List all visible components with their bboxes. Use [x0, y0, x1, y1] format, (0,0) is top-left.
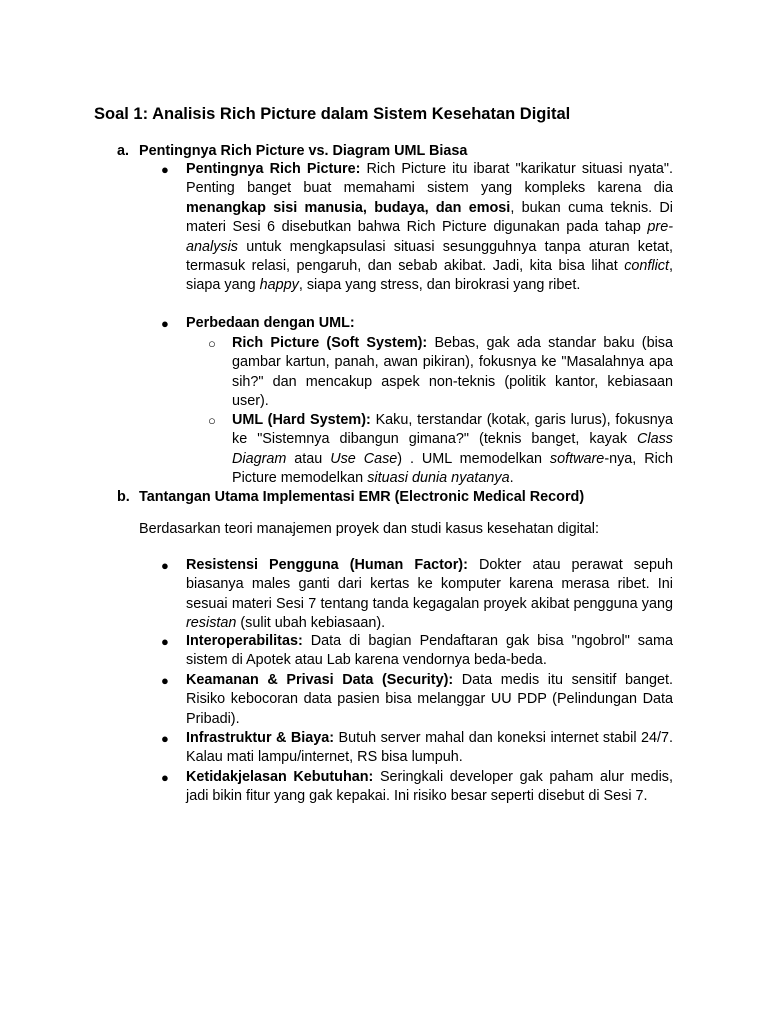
list-item: ● Pentingnya Rich Picture: Rich Picture itu ibarat "karikatur situasi nyata". Penting banget buat memahami sistem yang kompleks karena dia menangkap sisi manusia, budaya, dan emosi, bukan cuma teknis. Di materi Sesi 6 disebutkan bahwa Rich Picture digunakan pada tahap pre-analysis untuk mengkapsulasi situasi sesungguhnya tanpa aturan ketat, termasuk relasi, pengaruh, dan sebab akibat. Jadi, kita bisa lihat conflict, siapa yang happy, siapa yang stress, dan birokrasi yang ribet.: [161, 161, 674, 294]
item-label: Perbedaan dengan UML:: [186, 315, 355, 331]
section-a-letter: a.: [117, 143, 130, 159]
item-label: Infrastruktur & Biaya:: [186, 730, 335, 746]
bullet-icon: ●: [161, 162, 169, 177]
list-item: ● Keamanan & Privasi Data (Security): Data medis itu sensitif banget. Risiko kebocoran data pasien bisa melanggar UU PDP (Pelindungan Data Pribadi).: [161, 672, 673, 727]
section-a-title: Pentingnya Rich Picture vs. Diagram UML Biasa: [139, 143, 468, 159]
section-b-title: Tantangan Utama Implementasi EMR (Electronic Medical Record): [139, 489, 585, 505]
item-label: Pentingnya Rich Picture:: [186, 161, 361, 177]
bullet-icon: ●: [161, 770, 169, 785]
item-label: Resistensi Pengguna (Human Factor):: [186, 557, 468, 573]
page-title: Soal 1: Analisis Rich Picture dalam Sistem Kesehatan Digital: [94, 105, 571, 123]
sub-list-item: ○ UML (Hard System): Kaku, terstandar (kotak, garis lurus), fokusnya ke "Sistemnya dibangun gimana?" (teknis banget, kayak Class Diagram atau Use Case) . UML memodelkan software-nya, Rich Picture memodelkan situasi dunia nyatanya.: [208, 412, 673, 487]
bullet-icon: ●: [161, 673, 169, 688]
section-b-heading: [117, 488, 584, 507]
item-label: Keamanan & Privasi Data (Security):: [186, 672, 454, 688]
sub-item-label: UML (Hard System):: [232, 412, 371, 428]
list-item: [161, 314, 673, 333]
section-b-letter: b.: [117, 489, 130, 505]
list-item: ● Infrastruktur & Biaya: Butuh server mahal dan koneksi internet stabil 24/7. Kalau mati lampu/internet, RS bisa lumpuh.: [161, 730, 673, 766]
circle-bullet-icon: ○: [208, 413, 216, 428]
item-label: Interoperabilitas:: [186, 633, 303, 649]
section-b-intro: Berdasarkan teori manajemen proyek dan studi kasus kesehatan digital:: [139, 521, 599, 537]
bullet-icon: ●: [161, 558, 169, 573]
bullet-icon: ●: [161, 634, 169, 649]
section-a-heading: [117, 142, 467, 161]
sub-list-item: ○ Rich Picture (Soft System): Bebas, gak ada standar baku (bisa gambar kartun, panah, awan pikiran), fokusnya ke "Masalahnya apa sih?" dan mencakup aspek non-teknis (politik kantor, kebiasaan user).: [208, 335, 674, 410]
list-item: ● Ketidakjelasan Kebutuhan: Seringkali developer gak paham alur medis, jadi bikin fitur yang gak kepakai. Ini risiko besar seperti disebut di Sesi 7.: [161, 769, 673, 805]
circle-bullet-icon: ○: [208, 336, 216, 351]
list-item: ● Interoperabilitas: Data di bagian Pendaftaran gak bisa "ngobrol" sama sistem di Apotek atau Lab karena vendornya beda-beda.: [161, 633, 673, 669]
sub-item-label: Rich Picture (Soft System):: [232, 335, 428, 351]
bullet-icon: ●: [161, 731, 169, 746]
item-label: Ketidakjelasan Kebutuhan:: [186, 769, 374, 785]
list-item: ● Resistensi Pengguna (Human Factor): Dokter atau perawat sepuh biasanya males ganti dari kertas ke komputer karena merasa ribet. Ini sesuai materi Sesi 7 tentang tanda kegagalan proyek akibat pengguna yang resistan (sulit ubah kebiasaan).: [161, 557, 674, 632]
bullet-icon: ●: [161, 316, 169, 331]
